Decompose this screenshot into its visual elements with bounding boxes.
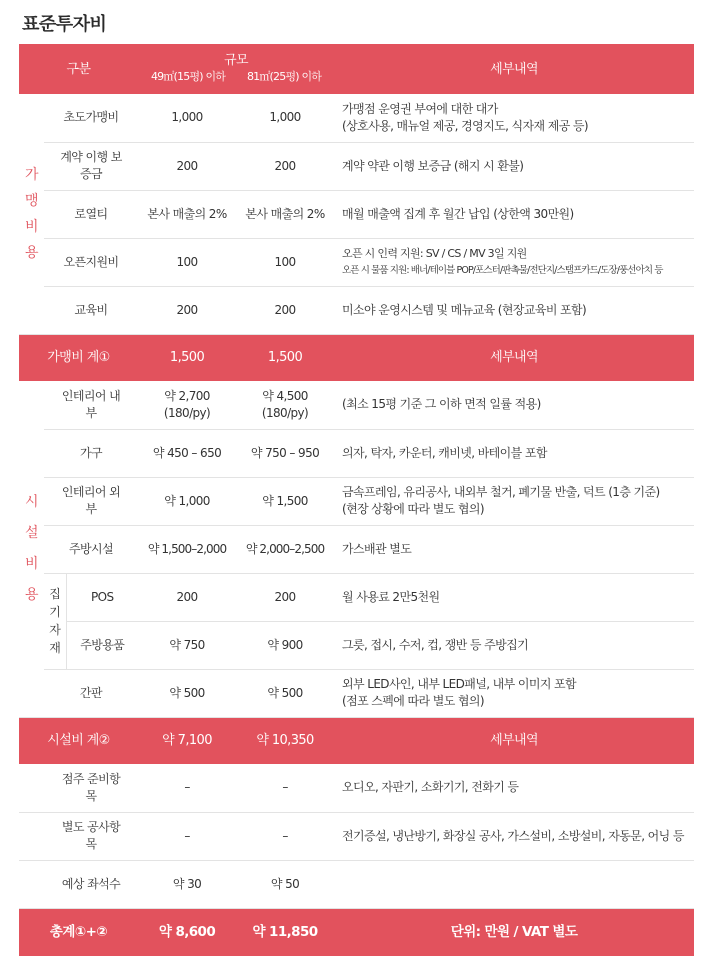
row-value-a: 200 <box>138 286 236 334</box>
row-value-b: 약 750 – 950 <box>236 429 334 477</box>
subtotal-row-franchise <box>19 334 694 381</box>
row-value-b: – <box>236 764 334 812</box>
subtotal-value-a: 1,500 <box>138 334 236 381</box>
row-item <box>44 764 138 812</box>
row-value-b: 약 500 <box>236 669 334 717</box>
row-detail <box>334 477 694 525</box>
table-row <box>19 573 694 621</box>
table-row <box>19 286 694 334</box>
total-label: 총계①+② <box>19 908 138 956</box>
row-detail: 미소야 운영시스템 및 메뉴교육 (현장교육비 포함) <box>334 286 694 334</box>
row-value-b: 1,000 <box>236 94 334 142</box>
row-value-b: 약 2,000–2,500 <box>236 525 334 573</box>
row-item-label: 계약 이행 보증금 <box>60 150 122 181</box>
row-value-a: 200 <box>138 573 236 621</box>
row-value-a: 약 1,000 <box>138 477 236 525</box>
row-value-a: 약 30 <box>138 860 236 908</box>
subtotal-label: 가맹비 계① <box>19 334 138 381</box>
row-value-a: 본사 매출의 2% <box>138 190 236 238</box>
row-item-label: 인테리어 내부 <box>61 388 121 420</box>
row-value-b: 200 <box>236 573 334 621</box>
header-size-a: 49㎡(15평) 이하 <box>150 70 226 83</box>
equipment-group-label: 집기자재 <box>49 587 61 655</box>
row-detail: 전기증설, 냉난방기, 화장실 공사, 가스설비, 소방설비, 자동문, 어닝 등 <box>334 812 694 860</box>
subtotal-detail: 세부내역 <box>334 334 694 381</box>
row-item: 주방시설 <box>44 525 138 573</box>
subtotal-detail: 세부내역 <box>334 717 694 764</box>
header-detail: 세부내역 <box>334 44 694 94</box>
row-item <box>44 477 138 525</box>
row-item-label: 점주 준비항목 <box>61 771 121 803</box>
row-spacer <box>19 812 44 860</box>
row-item: POS <box>66 573 138 621</box>
header-category: 구분 <box>19 44 138 94</box>
subtotal-value-a: 약 7,100 <box>138 717 236 764</box>
row-detail <box>334 860 694 908</box>
row-detail <box>334 238 694 286</box>
row-item <box>44 142 138 190</box>
row-value-a: – <box>138 764 236 812</box>
table-row <box>19 812 694 860</box>
row-value-b: 100 <box>236 238 334 286</box>
table-row <box>19 525 694 573</box>
row-detail: 매월 매출액 집계 후 월간 납입 (상한액 30만원) <box>334 190 694 238</box>
row-detail-line: 가맹점 운영권 부여에 대한 대가 <box>342 101 498 116</box>
row-spacer <box>19 860 44 908</box>
table-row <box>19 94 694 142</box>
row-detail-line: (상호사용, 매뉴얼 제공, 경영지도, 식자재 제공 등) <box>342 118 588 133</box>
category-franchise <box>19 94 44 334</box>
row-value-b: 약 1,500 <box>236 477 334 525</box>
row-detail: 가스배관 별도 <box>334 525 694 573</box>
row-value-a: 약 450 – 650 <box>138 429 236 477</box>
subtotal-label: 시설비 계② <box>19 717 138 764</box>
table-row <box>19 190 694 238</box>
row-value-b: 약 900 <box>236 621 334 669</box>
table-row <box>19 860 694 908</box>
header-scale <box>138 44 334 94</box>
equipment-group <box>44 573 66 669</box>
row-value-a: – <box>138 812 236 860</box>
investment-table <box>19 44 694 956</box>
table-row <box>19 477 694 525</box>
row-item-label: 별도 공사항목 <box>61 820 121 851</box>
row-detail: 월 사용료 2만5천원 <box>334 573 694 621</box>
total-value-a: 약 8,600 <box>138 908 236 956</box>
table-row <box>19 764 694 812</box>
row-detail-line: 금속프레임, 유리공사, 내외부 철거, 폐기물 반출, 덕트 (1층 기준) <box>342 485 660 499</box>
total-row <box>19 908 694 956</box>
category-franchise-label: 가맹비용 <box>25 166 38 261</box>
row-detail-line: (점포 스펙에 따라 별도 협의) <box>342 694 484 708</box>
row-item <box>44 812 138 860</box>
row-detail-line: 오픈 시 물품 지원: 배너/테이블 POP/포스터/판촉물/전단지/스탬프카드/도장/풍선아치 등 <box>342 265 663 276</box>
row-item: 로열티 <box>44 190 138 238</box>
row-value-b: 본사 매출의 2% <box>236 190 334 238</box>
row-detail <box>334 669 694 717</box>
total-value-b: 약 11,850 <box>236 908 334 956</box>
row-value-a: 1,000 <box>138 94 236 142</box>
total-note: 단위: 만원 / VAT 별도 <box>334 908 694 956</box>
row-item <box>44 381 138 429</box>
row-value-b: – <box>236 812 334 860</box>
row-detail-line: 오픈 시 인력 지원: SV / CS / MV 3일 지원 <box>342 247 527 260</box>
table-row <box>19 429 694 477</box>
row-item: 간판 <box>44 669 138 717</box>
category-facility <box>19 381 44 717</box>
header-row <box>19 44 694 94</box>
row-detail: 의자, 탁자, 카운터, 캐비넷, 바테이블 포함 <box>334 429 694 477</box>
table-row <box>19 621 694 669</box>
table-row <box>19 669 694 717</box>
row-value-a: 약 500 <box>138 669 236 717</box>
row-spacer <box>19 764 44 812</box>
row-value-b <box>236 381 334 429</box>
row-value-b-label: 약 4,500 (180/py) <box>261 388 309 420</box>
row-item: 가구 <box>44 429 138 477</box>
row-value-a: 약 1,500–2,000 <box>138 525 236 573</box>
row-value-a <box>138 381 236 429</box>
table-row <box>19 238 694 286</box>
row-item: 초도가맹비 <box>44 94 138 142</box>
header-scale-label: 규모 <box>224 53 248 68</box>
row-detail: 오디오, 자판기, 소화기기, 전화기 등 <box>334 764 694 812</box>
row-detail: (최소 15평 기준 그 이하 면적 일률 적용) <box>334 381 694 429</box>
row-value-a: 200 <box>138 142 236 190</box>
row-item: 오픈지원비 <box>44 238 138 286</box>
table-row <box>19 142 694 190</box>
row-value-b: 약 50 <box>236 860 334 908</box>
row-detail: 그릇, 접시, 수저, 컵, 쟁반 등 주방집기 <box>334 621 694 669</box>
page-title: 표준투자비 <box>22 14 107 35</box>
header-size-b: 81㎡(25평) 이하 <box>246 70 322 83</box>
row-item: 주방용품 <box>66 621 138 669</box>
row-value-b: 200 <box>236 286 334 334</box>
row-value-a: 약 750 <box>138 621 236 669</box>
row-detail-line: (현장 상황에 따라 별도 협의) <box>342 502 484 516</box>
row-item: 교육비 <box>44 286 138 334</box>
row-item: 예상 좌석수 <box>44 860 138 908</box>
row-value-a-label: 약 2,700 (180/py) <box>163 388 211 420</box>
row-detail: 계약 약관 이행 보증금 (해지 시 환불) <box>334 142 694 190</box>
row-detail <box>334 94 694 142</box>
row-detail-line: 외부 LED사인, 내부 LED패널, 내부 이미지 포함 <box>342 677 577 691</box>
category-facility-label: 시설비용 <box>25 493 38 603</box>
row-item-label: 인테리어 외부 <box>61 485 121 516</box>
row-value-a: 100 <box>138 238 236 286</box>
subtotal-row-facility <box>19 717 694 764</box>
row-value-b: 200 <box>236 142 334 190</box>
subtotal-value-b: 약 10,350 <box>236 717 334 764</box>
subtotal-value-b: 1,500 <box>236 334 334 381</box>
table-row <box>19 381 694 429</box>
